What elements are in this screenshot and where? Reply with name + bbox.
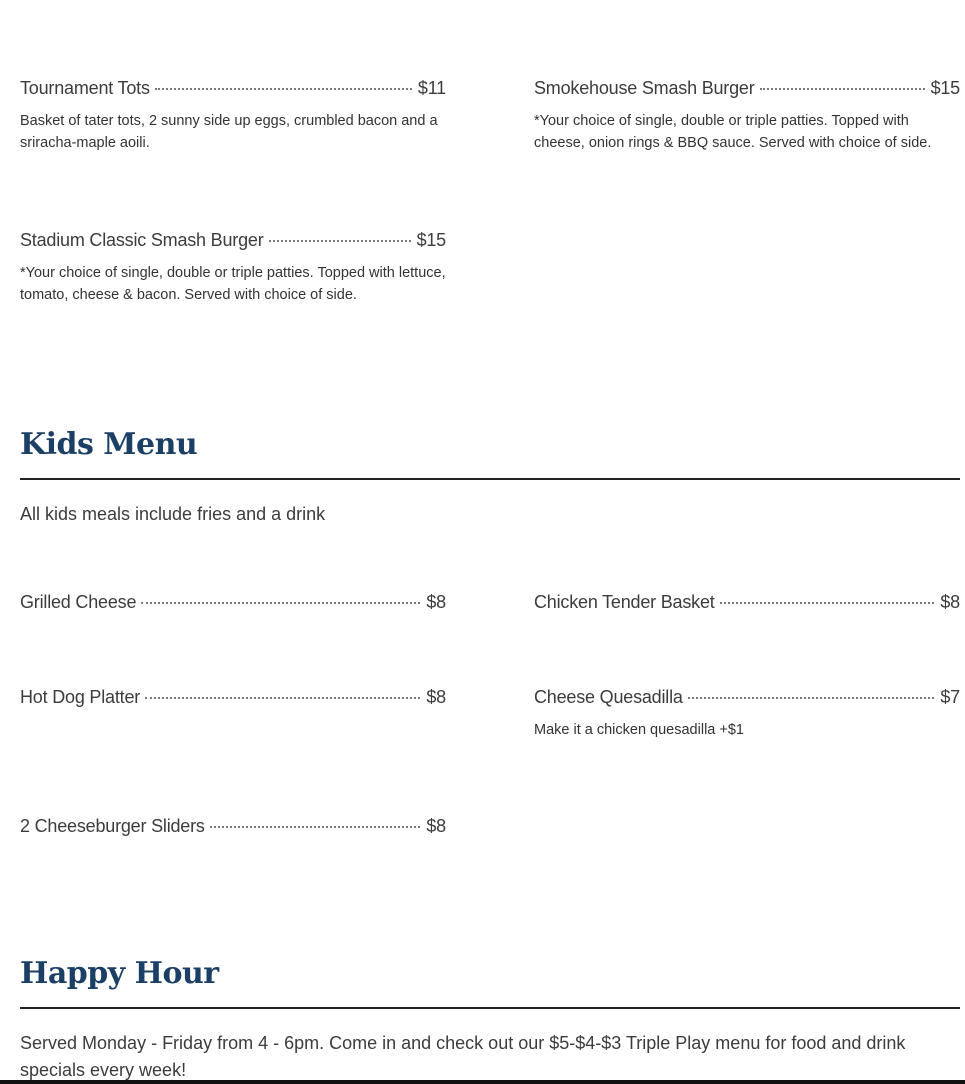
item-price: $8: [426, 816, 446, 836]
item-description: *Your choice of single, double or triple patties. Topped with lettuce, tomato, cheese & bacon. Served with choice of side.: [20, 265, 446, 303]
dot-leader: [269, 240, 411, 242]
item-price: $15: [930, 78, 960, 98]
item-price: $11: [417, 78, 446, 98]
item-name: Chicken Tender Basket: [534, 592, 715, 612]
happy-hour-note: Served Monday - Friday from 4 - 6pm. Come in and check out our $5-$4-$3 Triple Play menu for food and drink specials every week!: [20, 1033, 906, 1080]
menu-item-chicken-tender-basket: [534, 590, 960, 614]
item-description: *Your choice of single, double or triple patties. Topped with cheese, onion rings & BBQ sauce. Served with choice of side.: [534, 113, 932, 151]
item-description: Make it a chicken quesadilla +$1: [534, 722, 744, 738]
dot-leader: [688, 697, 935, 699]
item-name: Grilled Cheese: [20, 592, 137, 612]
dot-leader: [760, 88, 925, 90]
kids-menu-divider: [20, 478, 960, 480]
kids-menu-note: All kids meals include fries and a drink: [20, 504, 326, 524]
dot-leader: [210, 826, 421, 828]
page-bottom-edge: [0, 1080, 965, 1084]
menu-item-stadium-classic-smash-burger: [20, 228, 446, 306]
menu-item-smokehouse-smash-burger: [534, 76, 960, 154]
dot-leader: [141, 602, 420, 604]
dot-leader: [145, 697, 420, 699]
dot-leader: [720, 602, 935, 604]
menu-item-grilled-cheese: [20, 590, 446, 614]
item-name: Cheese Quesadilla: [534, 687, 683, 707]
item-price: $8: [426, 592, 446, 612]
item-name: 2 Cheeseburger Sliders: [20, 816, 205, 836]
dot-leader: [155, 88, 412, 90]
happy-hour-divider: [20, 1007, 960, 1009]
item-description: Basket of tater tots, 2 sunny side up eggs, crumbled bacon and a sriracha-maple aoili.: [20, 113, 438, 151]
item-name: Hot Dog Platter: [20, 687, 141, 707]
item-name: Tournament Tots: [20, 78, 150, 98]
menu-item-cheese-quesadilla: [534, 685, 960, 741]
menu-item-hot-dog-platter: [20, 685, 446, 709]
menu-item-cheeseburger-sliders: [20, 814, 446, 838]
item-name: Smokehouse Smash Burger: [534, 78, 755, 98]
cut-off-text-fragment: [20, 0, 34, 2]
menu-item-tournament-tots: [20, 76, 446, 154]
item-price: $8: [426, 687, 446, 707]
kids-menu-title: Kids Menu: [20, 427, 198, 462]
item-price: $8: [940, 592, 960, 612]
item-price: $7: [940, 687, 960, 707]
item-name: Stadium Classic Smash Burger: [20, 230, 264, 250]
item-price: $15: [416, 230, 446, 250]
happy-hour-title: Happy Hour: [20, 956, 219, 991]
